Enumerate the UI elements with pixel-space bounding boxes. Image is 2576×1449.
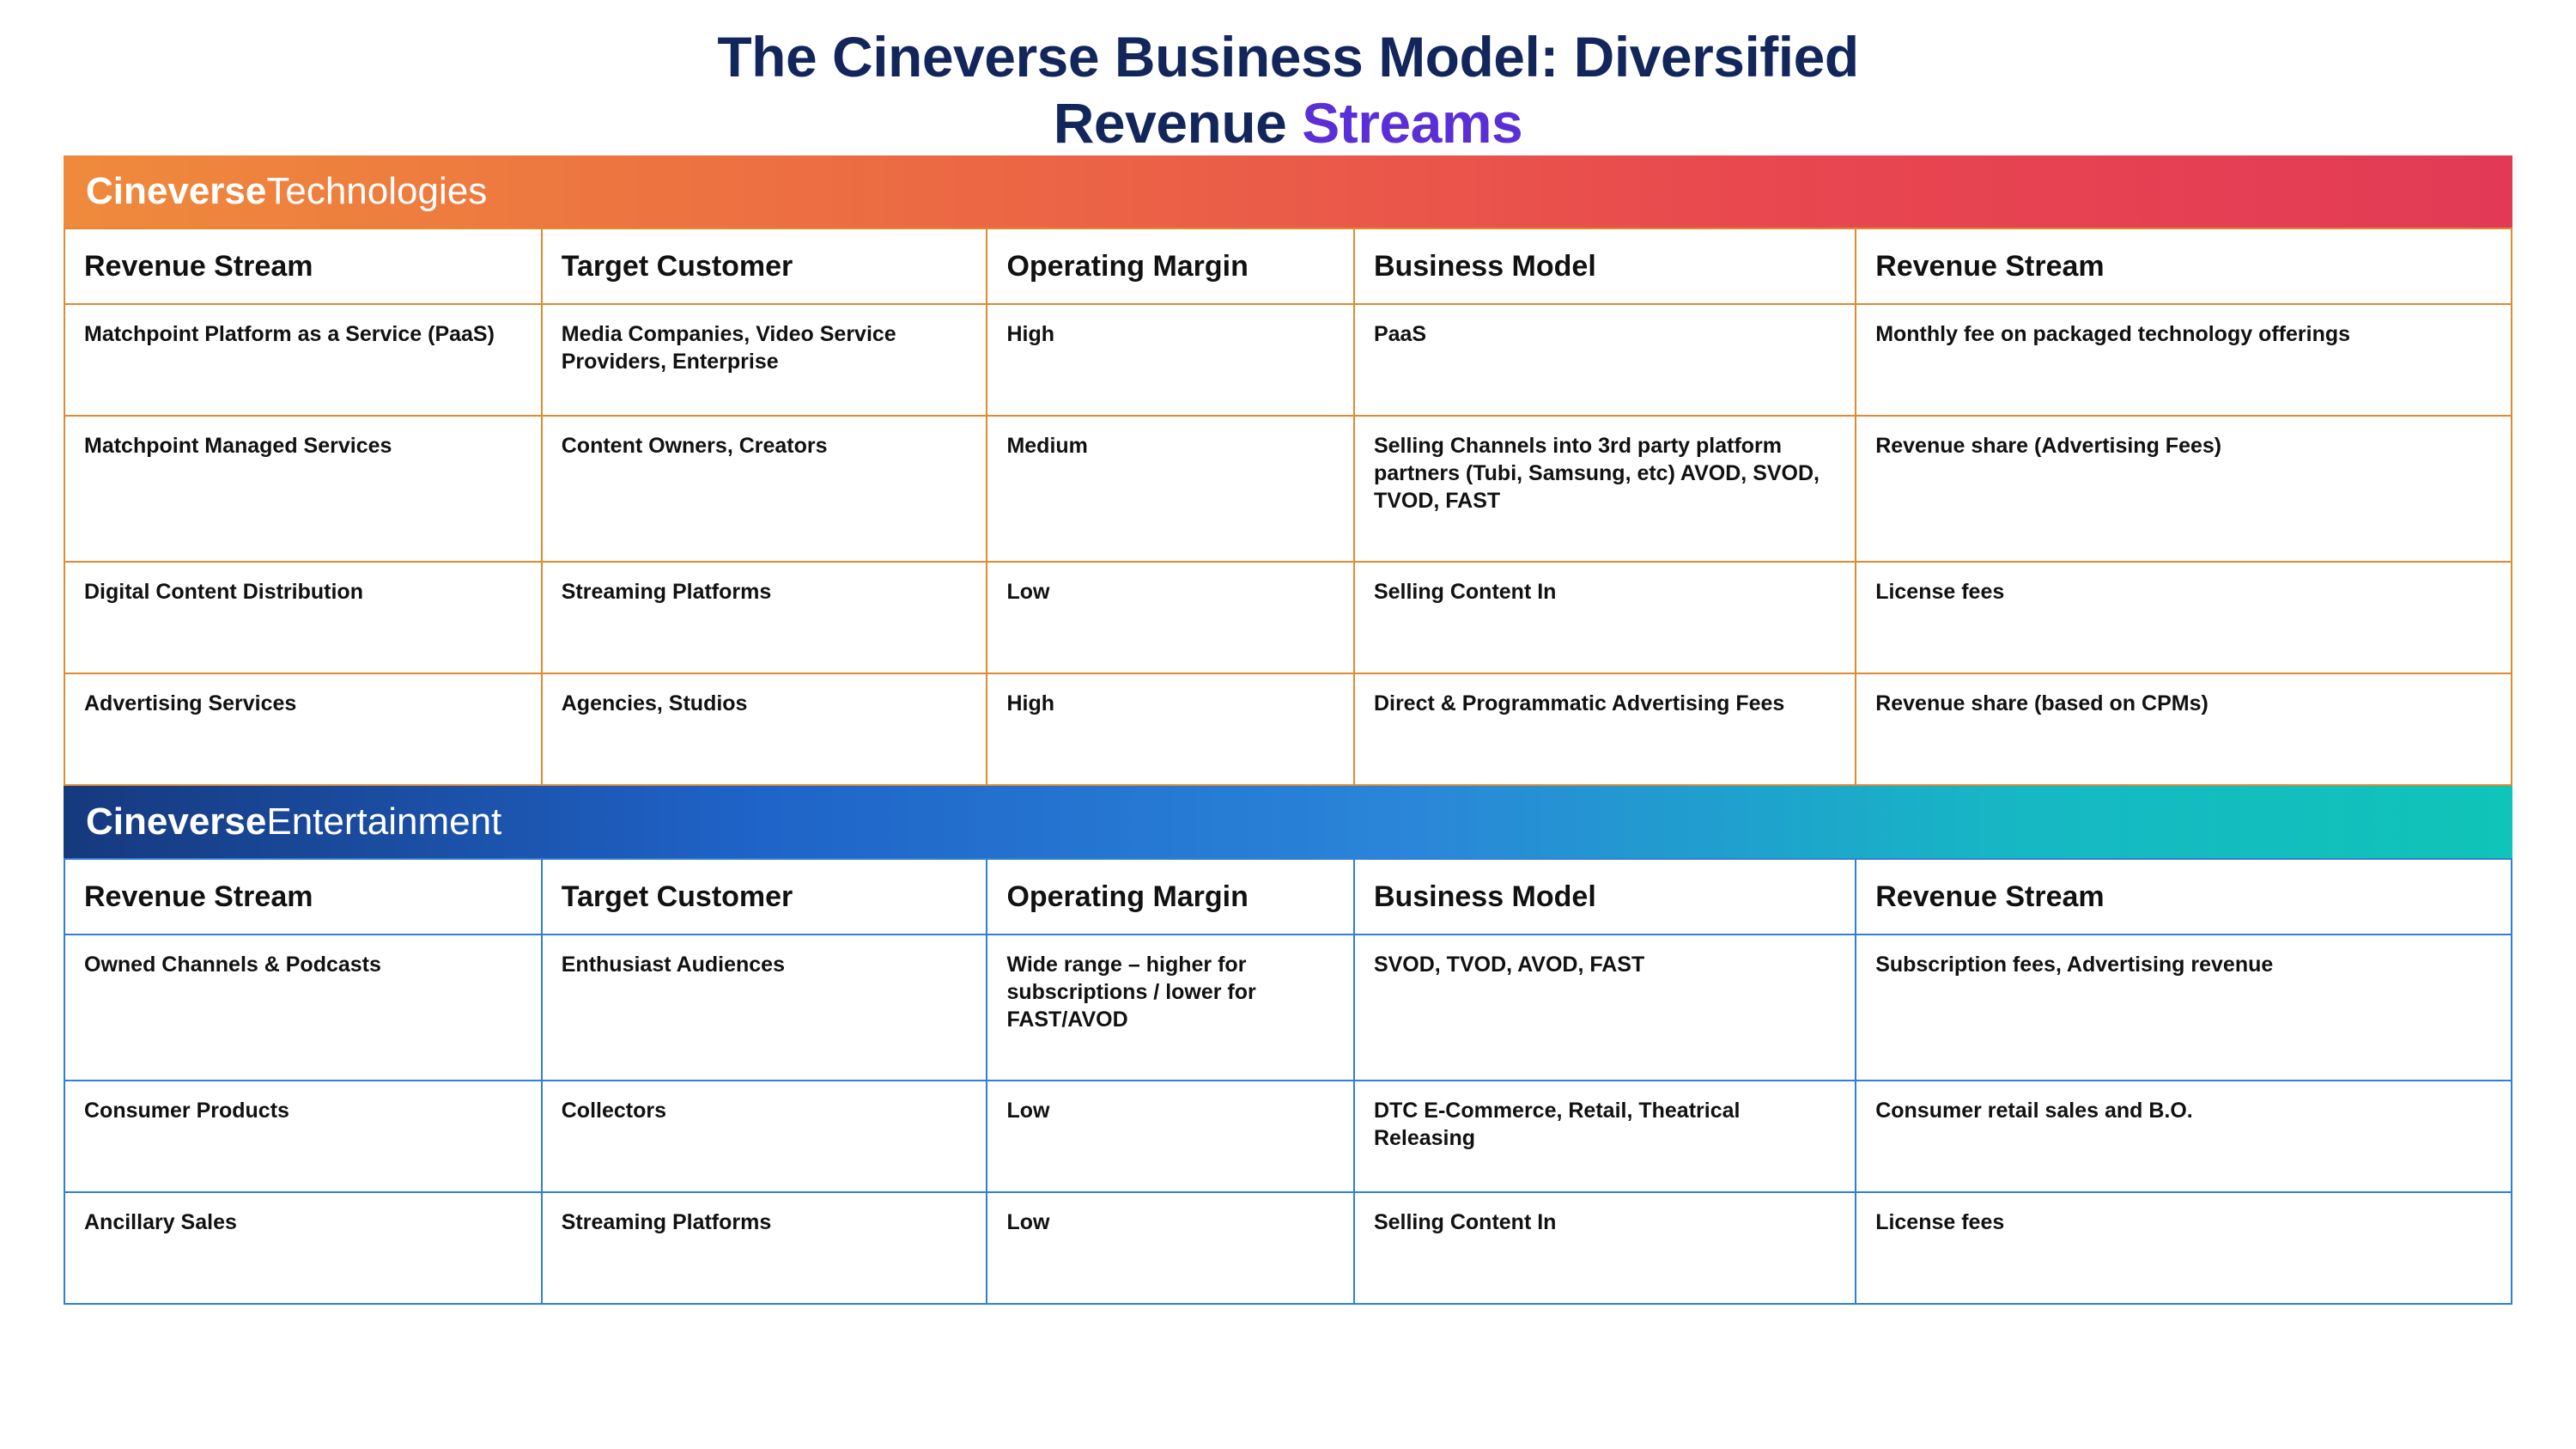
table-row xyxy=(64,304,2512,416)
cell-operating-margin: Wide range – higher for subscriptions / lower for FAST/AVOD xyxy=(987,935,1354,1081)
table-row xyxy=(64,935,2512,1081)
cell-target-customer: Media Companies, Video Service Providers, Enterprise xyxy=(542,304,987,416)
table-row xyxy=(64,416,2512,562)
column-header-business-model: Business Model xyxy=(1354,228,1856,304)
cell-revenue-source: Consumer retail sales and B.O. xyxy=(1856,1081,2512,1192)
table-row xyxy=(64,1192,2512,1304)
cell-operating-margin: High xyxy=(987,673,1354,785)
table-row xyxy=(64,1081,2512,1192)
page-title-line1: The Cineverse Business Model: Diversified xyxy=(717,25,1859,88)
column-header-revenue-stream: Revenue Stream xyxy=(64,859,542,935)
column-header-target-customer: Target Customer xyxy=(542,859,987,935)
column-header-business-model: Business Model xyxy=(1354,859,1856,935)
cell-revenue-stream: Ancillary Sales xyxy=(64,1192,542,1304)
page-title-line2 xyxy=(0,90,2576,156)
cell-target-customer: Content Owners, Creators xyxy=(542,416,987,562)
cell-revenue-source: Subscription fees, Advertising revenue xyxy=(1856,935,2512,1081)
table-row xyxy=(64,562,2512,673)
cell-operating-margin: Medium xyxy=(987,416,1354,562)
cell-business-model: PaaS xyxy=(1354,304,1856,416)
section-entertainment xyxy=(64,786,2512,1305)
cell-business-model: Selling Channels into 3rd party platform partners (Tubi, Samsung, etc) AVOD, SVOD, TVOD, FAST xyxy=(1354,416,1856,562)
cell-revenue-source: License fees xyxy=(1856,562,2512,673)
section-name: Technologies xyxy=(266,170,488,213)
section-technologies xyxy=(64,155,2512,786)
cell-revenue-stream: Digital Content Distribution xyxy=(64,562,542,673)
cell-revenue-source: License fees xyxy=(1856,1192,2512,1304)
page-title-line2-accent: Streams xyxy=(1302,90,1523,155)
tables-container xyxy=(64,155,2512,1305)
cell-revenue-stream: Owned Channels & Podcasts xyxy=(64,935,542,1081)
section-header-technologies xyxy=(64,155,2512,228)
section-header-label xyxy=(86,170,488,213)
column-header-operating-margin: Operating Margin xyxy=(987,228,1354,304)
column-header-operating-margin: Operating Margin xyxy=(987,859,1354,935)
cell-revenue-source: Revenue share (Advertising Fees) xyxy=(1856,416,2512,562)
brand-name: Cineverse xyxy=(86,801,267,843)
cell-business-model: Selling Content In xyxy=(1354,1192,1856,1304)
brand-name: Cineverse xyxy=(86,170,267,213)
section-name: Entertainment xyxy=(266,801,502,843)
page-title-line2-main: Revenue xyxy=(1053,90,1303,155)
table-row xyxy=(64,673,2512,785)
cell-business-model: DTC E-Commerce, Retail, Theatrical Releasing xyxy=(1354,1081,1856,1192)
table-entertainment xyxy=(64,858,2512,1305)
table-header-row xyxy=(64,228,2512,304)
cell-operating-margin: Low xyxy=(987,1192,1354,1304)
cell-target-customer: Enthusiast Audiences xyxy=(542,935,987,1081)
cell-target-customer: Streaming Platforms xyxy=(542,562,987,673)
cell-target-customer: Collectors xyxy=(542,1081,987,1192)
cell-revenue-stream: Advertising Services xyxy=(64,673,542,785)
cell-target-customer: Streaming Platforms xyxy=(542,1192,987,1304)
column-header-revenue-source: Revenue Stream xyxy=(1856,228,2512,304)
table-technologies xyxy=(64,228,2512,786)
cell-target-customer: Agencies, Studios xyxy=(542,673,987,785)
cell-revenue-source: Revenue share (based on CPMs) xyxy=(1856,673,2512,785)
cell-revenue-source: Monthly fee on packaged technology offerings xyxy=(1856,304,2512,416)
cell-revenue-stream: Consumer Products xyxy=(64,1081,542,1192)
section-header-label xyxy=(86,803,501,841)
cell-operating-margin: High xyxy=(987,304,1354,416)
cell-revenue-stream: Matchpoint Platform as a Service (PaaS) xyxy=(64,304,542,416)
cell-business-model: Direct & Programmatic Advertising Fees xyxy=(1354,673,1856,785)
section-header-entertainment xyxy=(64,786,2512,858)
column-header-target-customer: Target Customer xyxy=(542,228,987,304)
cell-operating-margin: Low xyxy=(987,1081,1354,1192)
column-header-revenue-stream: Revenue Stream xyxy=(64,228,542,304)
column-header-revenue-source: Revenue Stream xyxy=(1856,859,2512,935)
table-header-row xyxy=(64,859,2512,935)
cell-operating-margin: Low xyxy=(987,562,1354,673)
cell-business-model: SVOD, TVOD, AVOD, FAST xyxy=(1354,935,1856,1081)
page-title xyxy=(0,0,2576,155)
cell-business-model: Selling Content In xyxy=(1354,562,1856,673)
cell-revenue-stream: Matchpoint Managed Services xyxy=(64,416,542,562)
